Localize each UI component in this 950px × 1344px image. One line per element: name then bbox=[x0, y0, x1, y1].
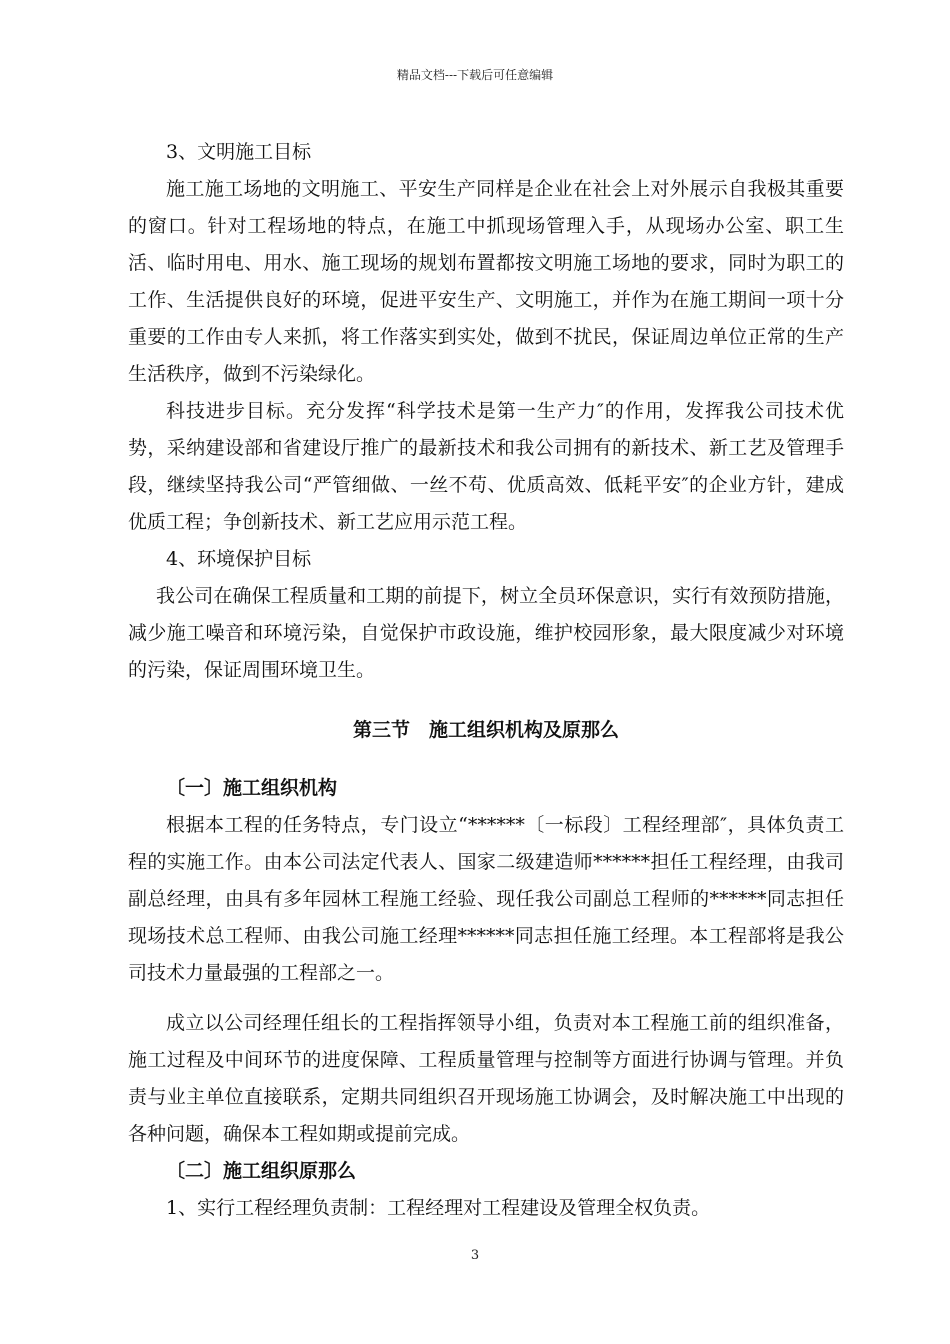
paragraph-tech-progress: 科技进步目标。充分发挥“科学技术是第一生产力″的作用，发挥我公司技术优势，采纳建设部和省建设厅推广的最新技术和我公司拥有的新技术、新工艺及管理手段，继续坚持我公司“严管细做、一丝不苟、优质高效、低耗平安″的企业方针，建成优质工程；争创新技术、新工艺应用示范工程。 bbox=[128, 400, 844, 533]
paragraph-environment: 我公司在确保工程质量和工期的前提下，树立全员环保意识，实行有效预防措施，减少施工噪音和环境污染，自觉保护市政设施，维护校园形象，最大限度减少对环境的污染，保证周围环境卫生。 bbox=[128, 585, 844, 681]
paragraph-civilized-construction: 施工施工场地的文明施工、平安生产同样是企业在社会上对外展示自我极其重要的窗口。针对工程场地的特点，在施工中抓现场管理入手，从现场办公室、职工生活、临时用电、用水、施工现场的规划布置都按文明施工场地的要求，同时为职工的工作、生活提供良好的环境，促进平安生产、文明施工，并作为在施工期间一项十分重要的工作由专人来抓，将工作落实到实处，做到不扰民，保证周边单位正常的生产生活秩序，做到不污染绿化。 bbox=[128, 178, 844, 385]
goal-heading-civilized: 3、文明施工目标 bbox=[166, 141, 312, 163]
subsection-heading-organization: 〔一〕施工组织机构 bbox=[166, 777, 338, 799]
page-number: 3 bbox=[470, 1248, 480, 1263]
paragraph-principle-1: 1、实行工程经理负责制：工程经理对工程建设及管理全权负责。 bbox=[166, 1197, 711, 1219]
section-title: 第三节 施工组织机构及原那么 bbox=[352, 719, 619, 741]
paragraph-organization: 根据本工程的任务特点，专门设立“******〔一标段〕工程经理部″，具体负责工程的实施工作。由本公司法定代表人、国家二级建造师******担任工程经理，由我司副总经理，由具有多年园林工程施工经验、现任我公司副总工程师的******同志担任现场技术总工程师、由我公司施工经理******同志担任施工经理。本工程部将是我公司技术力量最强的工程部之一。 bbox=[128, 814, 844, 984]
paragraph-leadership-group: 成立以公司经理任组长的工程指挥领导小组，负责对本工程施工前的组织准备，施工过程及中间环节的进度保障、工程质量管理与控制等方面进行协调与管理。并负责与业主单位直接联系，定期共同组织召开现场施工协调会，及时解决施工中出现的各种问题，确保本工程如期或提前完成。 bbox=[128, 1012, 844, 1145]
document-body bbox=[128, 134, 844, 1227]
subsection-heading-principles: 〔二〕施工组织原那么 bbox=[166, 1160, 357, 1182]
page-header: 精品文档---下载后可任意编辑 bbox=[396, 68, 554, 82]
goal-heading-environment: 4、环境保护目标 bbox=[166, 548, 312, 570]
